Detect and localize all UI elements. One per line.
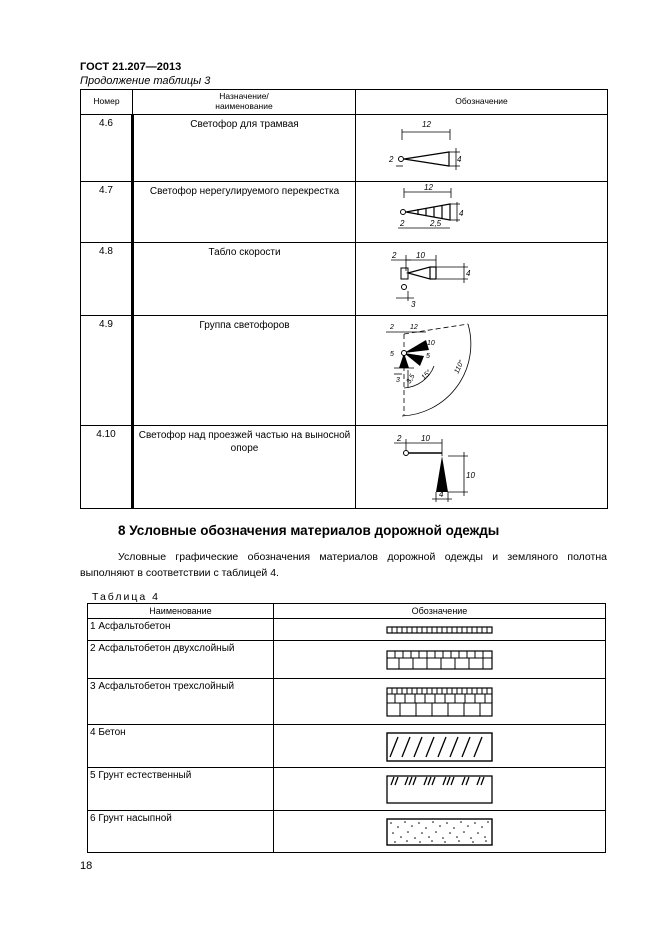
dimension-label: 4 bbox=[466, 269, 471, 278]
dimension-label: 3 bbox=[396, 377, 400, 384]
section-heading: 8 Условные обозначения материалов дорожной одежды bbox=[118, 523, 500, 538]
dimension-label: 4 bbox=[439, 490, 444, 499]
table-3-continuation bbox=[80, 89, 608, 509]
section-paragraph bbox=[80, 550, 607, 582]
dimension-label: 110° bbox=[453, 359, 466, 375]
dimension-label: 2,5 bbox=[430, 219, 442, 228]
table-row bbox=[81, 182, 608, 243]
table-row bbox=[81, 316, 608, 426]
table-row bbox=[88, 641, 606, 679]
row-name: Светофор нерегулируемого перекрестка bbox=[133, 182, 356, 243]
dimension-label: 3 bbox=[411, 300, 416, 309]
dimension-label: 12 bbox=[410, 324, 418, 331]
column-header-number: Номер bbox=[81, 90, 133, 115]
row-name: 6 Грунт насыпной bbox=[88, 811, 274, 853]
table-row bbox=[88, 619, 606, 641]
row-number: 4.6 bbox=[81, 115, 133, 182]
row-name: Табло скорости bbox=[133, 243, 356, 316]
row-number: 4.8 bbox=[81, 243, 133, 316]
unregulated-crossing-light-symbol bbox=[356, 182, 608, 243]
row-name: 5 Грунт естественный bbox=[88, 768, 274, 811]
dimension-label: 5 bbox=[390, 351, 394, 358]
table-4 bbox=[87, 603, 606, 853]
page-number: 18 bbox=[80, 860, 93, 872]
paragraph-line: выполняют в соответствии с таблицей 4. bbox=[80, 566, 279, 579]
dimension-label: 2 bbox=[389, 155, 394, 164]
column-header-symbol: Обозначение bbox=[274, 604, 606, 619]
dimension-label: 2 bbox=[392, 251, 397, 260]
row-number: 4.10 bbox=[81, 426, 133, 509]
row-name: Группа светофоров bbox=[133, 316, 356, 426]
row-name: Светофор для трамвая bbox=[133, 115, 356, 182]
three-layer-asphalt-hatch bbox=[274, 679, 606, 725]
natural-soil-hatch bbox=[274, 768, 606, 811]
table-row bbox=[88, 725, 606, 768]
table-continuation-caption: Продолжение таблицы 3 bbox=[80, 75, 211, 87]
table-row bbox=[81, 243, 608, 316]
column-header-name: Наименование bbox=[88, 604, 274, 619]
tram-traffic-light-symbol bbox=[356, 115, 608, 182]
fill-soil-hatch bbox=[274, 811, 606, 853]
concrete-hatch bbox=[274, 725, 606, 768]
table-row bbox=[88, 811, 606, 853]
dimension-label: 4 bbox=[459, 209, 464, 218]
paragraph-line: Условные графические обозначения материалов дорожной одежды и земляного полотна bbox=[118, 551, 607, 563]
dimension-label: 10 bbox=[416, 251, 425, 260]
dimension-label: 12 bbox=[422, 120, 431, 129]
table-4-label: Таблица 4 bbox=[92, 591, 160, 603]
column-header-symbol: Обозначение bbox=[356, 90, 608, 115]
dimension-label: 10 bbox=[466, 471, 475, 480]
row-number: 4.9 bbox=[81, 316, 133, 426]
dimension-label: 4 bbox=[457, 155, 462, 164]
table-row bbox=[81, 426, 608, 509]
document-standard-code: ГОСТ 21.207—2013 bbox=[80, 61, 182, 73]
row-name: 3 Асфальтобетон трехслойный bbox=[88, 679, 274, 725]
table-row bbox=[81, 115, 608, 182]
dimension-label: 12 bbox=[424, 183, 433, 192]
dimension-label: 15° bbox=[420, 368, 433, 382]
dimension-label: 10 bbox=[421, 434, 430, 443]
overhead-cantilever-light-symbol bbox=[356, 426, 608, 509]
column-header-purpose: Назначение/ наименование bbox=[133, 90, 356, 115]
dimension-label: 10 bbox=[427, 340, 435, 347]
dimension-label: 2 bbox=[400, 219, 405, 228]
two-layer-asphalt-hatch bbox=[274, 641, 606, 679]
dimension-label: 3,5 bbox=[405, 373, 417, 385]
table-row bbox=[88, 768, 606, 811]
dimension-label: 2 bbox=[390, 324, 394, 331]
dimension-label: 2 bbox=[397, 434, 402, 443]
asphalt-concrete-hatch bbox=[274, 619, 606, 641]
table-header-row bbox=[81, 90, 608, 115]
table-header-row bbox=[88, 604, 606, 619]
dimension-label: 5 bbox=[426, 353, 430, 360]
table-row bbox=[88, 679, 606, 725]
traffic-light-group-symbol bbox=[356, 316, 608, 426]
speed-board-symbol bbox=[356, 243, 608, 316]
row-name: 1 Асфальтобетон bbox=[88, 619, 274, 641]
row-number: 4.7 bbox=[81, 182, 133, 243]
row-name: 4 Бетон bbox=[88, 725, 274, 768]
row-name: Светофор над проезжей частью на выносной опоре bbox=[133, 426, 356, 509]
row-name: 2 Асфальтобетон двухслойный bbox=[88, 641, 274, 679]
